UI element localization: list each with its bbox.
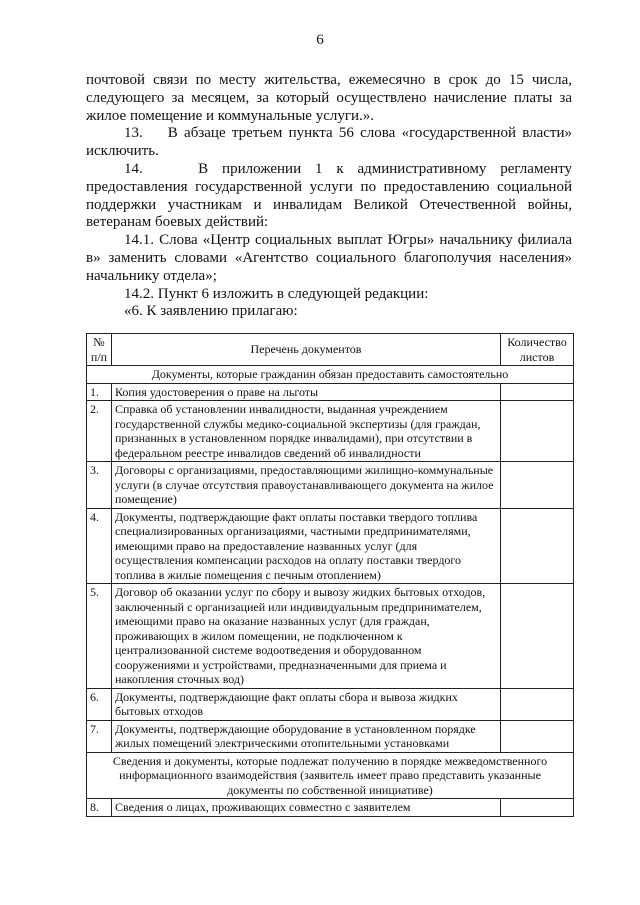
row-quantity (501, 462, 574, 509)
paragraph: 14.1. Слова «Центр социальных выплат Югры» начальнику филиала в» заменить словами «Агентство социального благополучия населения» начальнику отдела»; (86, 232, 572, 284)
section-title-1: Документы, которые гражданин обязан предоставить самостоятельно (87, 366, 574, 384)
section-row (87, 366, 574, 384)
row-number: 2. (87, 401, 112, 462)
paragraph: 14.2. Пункт 6 изложить в следующей редакции: (124, 285, 429, 302)
row-number: 6. (87, 688, 112, 720)
table-row (87, 462, 574, 509)
table-header-row (87, 334, 574, 366)
row-text: Договоры с организациями, предоставляющими жилищно-коммунальные услуги (в случае отсутствия правоустанавливающего документа на жилое помещение) (112, 462, 501, 509)
row-quantity (501, 799, 574, 817)
table-row (87, 508, 574, 584)
row-text: Копия удостоверения о праве на льготы (112, 383, 501, 401)
paragraph: «6. К заявлению прилагаю: (124, 303, 298, 320)
row-text: Документы, подтверждающие факт оплаты поставки твердого топлива специализированных организациями, частными предпринимателями, имеющими право на предоставление названных услуг (для осуществления компенсации расходов на оплату поставки твердого топлива в жилые помещения с печным отоплением) (112, 508, 501, 584)
row-number: 8. (87, 799, 112, 817)
row-number: 3. (87, 462, 112, 509)
page-number: 6 (316, 32, 324, 48)
section-row (87, 752, 574, 799)
row-text: Договор об оказании услуг по сбору и вывозу жидких бытовых отходов, заключенный с организацией или индивидуальным предпринимателем, имеющими право на оказание названных услуг (для граждан, проживающих в жилом помещении, не подключенном к централизованной системе водоотведения и оборудованном сооружениями и устройствами, предназначенными для приема и накопления сточных вод) (112, 584, 501, 689)
row-quantity (501, 720, 574, 752)
paragraph: 13. В абзаце третьем пункта 56 слова «государственной власти» исключить. (86, 125, 572, 160)
row-text: Документы, подтверждающие оборудование в установленном порядке жилых помещений электрическими отопительными установками (112, 720, 501, 752)
table-row (87, 720, 574, 752)
header-number: № п/п (87, 334, 112, 366)
row-quantity (501, 688, 574, 720)
header-documents: Перечень документов (112, 334, 501, 366)
row-quantity (501, 383, 574, 401)
row-text: Документы, подтверждающие факт оплаты сбора и вывоза жидких бытовых отходов (112, 688, 501, 720)
row-quantity (501, 508, 574, 584)
documents-table (86, 333, 574, 817)
row-quantity (501, 401, 574, 462)
table-row (87, 688, 574, 720)
table-row (87, 584, 574, 689)
row-quantity (501, 584, 574, 689)
row-number: 5. (87, 584, 112, 689)
table-row (87, 401, 574, 462)
row-number: 1. (87, 383, 112, 401)
header-quantity: Количество листов (501, 334, 574, 366)
document-body (86, 72, 572, 321)
row-text: Справка об установлении инвалидности, выданная учреждением государственной службы медико-социальной экспертизы (для граждан, признанных в установленном порядке инвалидами), при отсутствии в федеральном реестре инвалидов сведений об инвалидности (112, 401, 501, 462)
row-number: 7. (87, 720, 112, 752)
table-row (87, 799, 574, 817)
paragraph: 14. В приложении 1 к административному регламенту предоставления государственной услуги по предоставлению социальной поддержки участникам и инвалидам Великой Отечественной войны, ветеранам боевых действий: (86, 160, 572, 231)
row-text: Сведения о лицах, проживающих совместно с заявителем (112, 799, 501, 817)
paragraph: почтовой связи по месту жительства, ежемесячно в срок до 15 числа, следующего за месяцем, за который осуществлено начисление платы за жилое помещение и коммунальные услуги.». (86, 72, 572, 124)
section-title-2: Сведения и документы, которые подлежат получению в порядке межведомственного информационного взаимодействия (заявитель имеет право представить указанные документы по собственной инициативе) (87, 752, 574, 799)
table-row (87, 383, 574, 401)
row-number: 4. (87, 508, 112, 584)
